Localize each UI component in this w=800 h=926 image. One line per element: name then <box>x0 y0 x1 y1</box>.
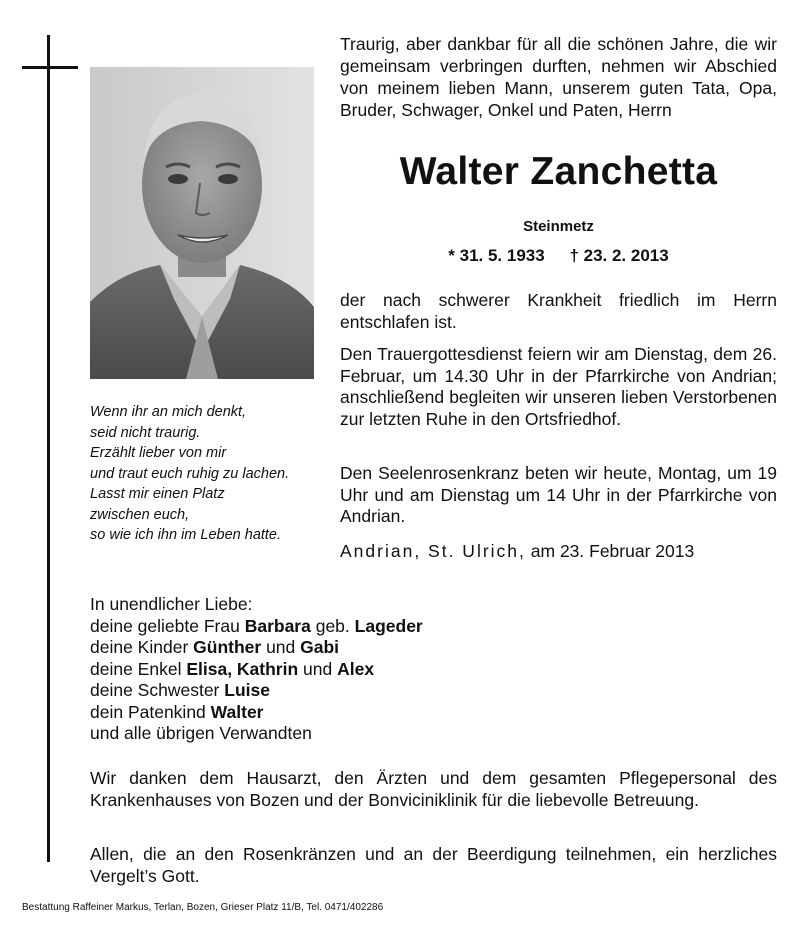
family-list <box>90 594 780 745</box>
poem-line: seid nicht traurig. <box>90 424 201 441</box>
wife-name: Barbara <box>244 615 311 636</box>
poem-line: Erzählt lieber von mir <box>90 445 227 461</box>
death-notice-text: der nach schwerer Krankheit friedlich im Herrn entschlafen ist. <box>340 290 777 332</box>
family-grandchildren <box>90 659 780 681</box>
label: dein Patenkind <box>90 701 211 722</box>
family-children <box>90 637 780 659</box>
child-name: Günther <box>193 637 262 657</box>
label: geb. <box>310 615 355 636</box>
rosary-info-text: Den Seelenrosenkranz beten wir heute, Montag, um 19 Uhr und am Dienstag um 14 Uhr in der Pfarrkirche von Andrian. <box>340 463 777 526</box>
label: und <box>298 658 338 679</box>
poem-line: Wenn ihr an mich denkt, <box>90 404 247 420</box>
intro-text: Traurig, aber dankbar für all die schönen Jahre, die wir gemeinsam verbringen durften, nehmen wir Abschied von meinem lieben Mann, unserem guten Tata, Opa, Bruder, Schwager, Onkel und Paten, Herrn <box>340 34 777 120</box>
place-and-date <box>340 541 777 562</box>
label: und <box>261 637 301 657</box>
deceased-name: Walter Zanchetta <box>399 150 718 193</box>
date: am 23. Februar 2013 <box>530 541 695 561</box>
deceased-profession: Steinmetz <box>523 218 594 235</box>
cross-vertical-bar <box>47 35 50 862</box>
family-sister <box>90 680 780 702</box>
family-godchild <box>90 702 780 724</box>
sister-name: Luise <box>224 680 270 700</box>
portrait-illustration <box>90 67 314 379</box>
family-heading: In unendlicher Liebe: <box>90 594 253 614</box>
poem-line: zwischen euch, <box>90 506 190 523</box>
wife-maiden-name: Lageder <box>354 615 423 636</box>
cross-horizontal-bar <box>22 66 78 69</box>
label: deine Kinder <box>90 637 194 657</box>
birth-date: * 31. 5. 1933 <box>448 246 545 265</box>
poem-line: Lasst mir einen Platz <box>90 486 225 502</box>
family-others: und alle übrigen Verwandten <box>90 723 312 743</box>
family-wife <box>90 616 780 638</box>
place: Andrian, St. Ulrich, <box>340 541 526 561</box>
godchild-name: Walter <box>210 701 264 722</box>
thanks-attendees: Allen, die an den Rosenkränzen und an der Beerdigung teilnehmen, ein herzliches Vergelt’s Gott. <box>90 844 777 886</box>
poem-line: so wie ich ihn im Leben hatte. <box>90 527 282 543</box>
death-date: † 23. 2. 2013 <box>569 246 669 265</box>
poem-line: und traut euch ruhig zu lachen. <box>90 465 290 482</box>
label: deine geliebte Frau <box>90 615 245 636</box>
label: deine Enkel <box>90 658 187 679</box>
grandchild-name: Alex <box>337 658 375 679</box>
funeral-home-footer: Bestattung Raffeiner Markus, Terlan, Bozen, Grieser Platz 11/B, Tel. 0471/402286 <box>22 902 384 913</box>
funeral-info-text: Den Trauergottesdienst feiern wir am Dienstag, dem 26. Februar, um 14.30 Uhr in der Pfarrkirche von Andrian; anschließend begleiten wir unseren lieben Verstorbenen zur letzten Ruhe in den Ortsfriedhof. <box>340 344 777 429</box>
poem <box>90 402 330 546</box>
label: deine Schwester <box>90 680 225 700</box>
life-dates <box>340 246 777 266</box>
child-name: Gabi <box>300 637 340 657</box>
portrait-photo <box>90 67 314 379</box>
thanks-staff: Wir danken dem Hausarzt, den Ärzten und dem gesamten Pflegepersonal des Krankenhauses von Bozen und der Bonviciniklinik für die liebevolle Betreuung. <box>90 768 777 810</box>
grandchild-names: Elisa, Kathrin <box>186 658 299 679</box>
